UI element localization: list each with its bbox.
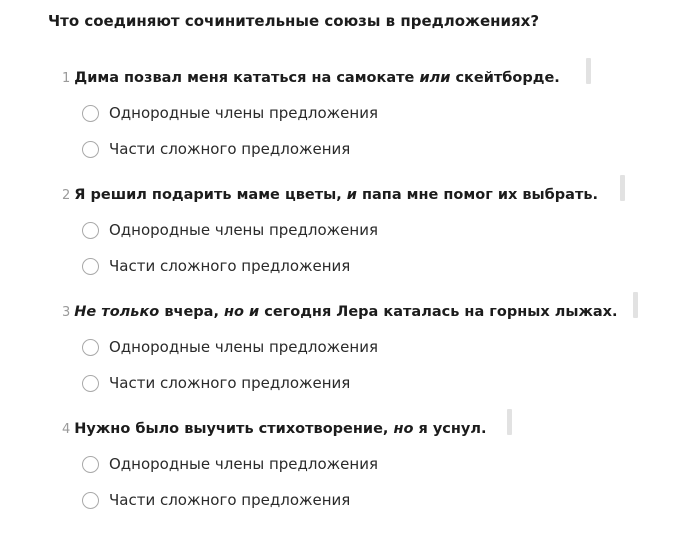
question-text: Я решил подарить маме цветы, и папа мне помог их выбрать. xyxy=(74,187,599,203)
question-header xyxy=(62,417,487,439)
option-homogeneous[interactable] xyxy=(82,218,378,242)
option-complex-parts[interactable] xyxy=(82,137,350,161)
option-homogeneous[interactable] xyxy=(82,452,378,476)
question-marker xyxy=(507,409,512,435)
radio-button[interactable] xyxy=(82,258,99,275)
option-complex-parts[interactable] xyxy=(82,254,350,278)
radio-button[interactable] xyxy=(82,339,99,356)
question-marker xyxy=(586,58,591,84)
question-2 xyxy=(0,183,686,300)
option-label: Части сложного предложения xyxy=(109,140,351,158)
question-number: 4 xyxy=(62,422,71,437)
question-number: 1 xyxy=(62,71,71,86)
option-homogeneous[interactable] xyxy=(82,101,378,125)
question-1 xyxy=(0,66,686,183)
radio-button[interactable] xyxy=(82,222,99,239)
question-4 xyxy=(0,417,686,534)
option-label: Части сложного предложения xyxy=(109,257,351,275)
question-text: Не только вчера, но и сегодня Лера каталась на горных лыжах. xyxy=(74,304,618,320)
option-complex-parts[interactable] xyxy=(82,371,350,395)
option-complex-parts[interactable] xyxy=(82,488,350,512)
radio-button[interactable] xyxy=(82,456,99,473)
option-label: Однородные члены предложения xyxy=(109,455,378,473)
option-label: Части сложного предложения xyxy=(109,491,351,509)
question-number: 3 xyxy=(62,305,71,320)
radio-button[interactable] xyxy=(82,105,99,122)
option-label: Однородные члены предложения xyxy=(109,338,378,356)
question-marker xyxy=(620,175,625,201)
radio-button[interactable] xyxy=(82,141,99,158)
question-3 xyxy=(0,300,686,417)
question-text: Нужно было выучить стихотворение, но я уснул. xyxy=(74,421,487,437)
question-header xyxy=(62,183,598,205)
option-label: Однородные члены предложения xyxy=(109,104,378,122)
option-label: Однородные члены предложения xyxy=(109,221,378,239)
page-title: Что соединяют сочинительные союзы в предложениях? xyxy=(48,12,540,30)
question-number: 2 xyxy=(62,188,71,203)
question-header xyxy=(62,300,618,322)
radio-button[interactable] xyxy=(82,375,99,392)
option-homogeneous[interactable] xyxy=(82,335,378,359)
question-marker xyxy=(633,292,638,318)
question-header xyxy=(62,66,560,88)
option-label: Части сложного предложения xyxy=(109,374,351,392)
radio-button[interactable] xyxy=(82,492,99,509)
question-text: Дима позвал меня кататься на самокате или скейтборде. xyxy=(74,70,560,86)
